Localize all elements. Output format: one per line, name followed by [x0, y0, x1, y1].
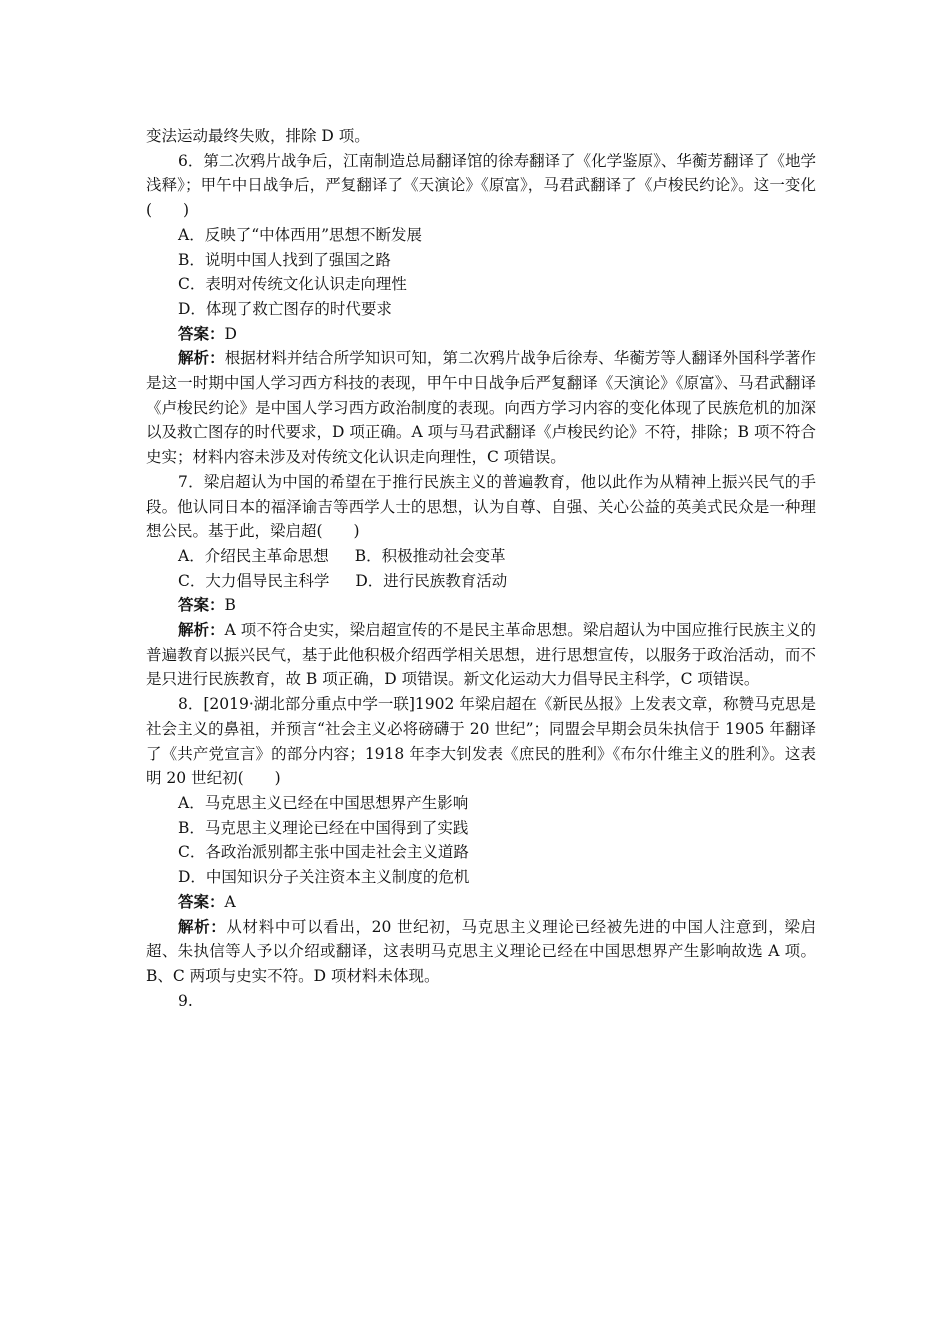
- option-d: D．中国知识分子关注资本主义制度的危机: [178, 868, 470, 887]
- question-stem: 7．梁启超认为中国的希望在于推行民族主义的普遍教育，他以此作为从精神上振兴民气的手段。他认同日本的福泽谕吉等西学人士的思想，认为自尊、自强、关心公益的英美式民众是一种理想公民。基于此，梁启超( ): [146, 472, 816, 541]
- question-8: [146, 692, 816, 988]
- analysis: [146, 915, 816, 989]
- option-a: A．马克思主义已经在中国思想界产生影响: [178, 793, 469, 812]
- lead-text: 变法运动最终失败，排除 D 项。: [146, 127, 370, 145]
- question-6: [146, 149, 816, 470]
- analysis-label: 解析：: [178, 348, 225, 368]
- document-page: [146, 124, 816, 1013]
- answer-value: A: [224, 892, 236, 911]
- option-row-ab: [146, 544, 816, 569]
- question-7: [146, 470, 816, 692]
- answer-line: [146, 890, 816, 915]
- option-a: A．介绍民主革命思想: [178, 546, 329, 565]
- question-9-number: 9.: [178, 991, 193, 1010]
- answer-label: 答案：: [178, 595, 225, 615]
- analysis-text: A 项不符合史实，梁启超宣传的不是民主革命思想。梁启超认为中国应推行民族主义的普遍教育以振兴民气，基于此他积极介绍西学相关思想，进行思想宣传，以服务于政治活动，而不是只进行民族教育，故 B 项正确，D 项错误。新文化运动大力倡导民主科学，C 项错误。: [146, 621, 816, 689]
- question-stem: 8．[2019·湖北部分重点中学一联]1902 年梁启超在《新民丛报》上发表文章，称赞马克思是社会主义的鼻祖，并预言“社会主义必将磅礴于 20 世纪”；同盟会早期会员朱执信于 1905 年翻译了《共产党宣言》的部分内容；1918 年李大钊发表《庶民的胜利》《布尔什维主义的胜利》。这表明 20 世纪初( ): [146, 695, 816, 788]
- answer-line: [146, 322, 816, 347]
- option-b: B．说明中国人找到了强国之路: [178, 250, 391, 269]
- option-c: C．大力倡导民主科学: [178, 571, 330, 590]
- analysis-text: 从材料中可以看出，20 世纪初，马克思主义理论已经被先进的中国人注意到，梁启超、朱执信等人予以介绍或翻译，这表明马克思主义理论已经在中国思想界产生影响故选 A 项。B、C 两项与史实不符。D 项材料未体现。: [146, 917, 816, 985]
- analysis-label: 解析：: [178, 620, 225, 640]
- answer-value: D: [224, 324, 237, 343]
- answer-line: [146, 593, 816, 618]
- option-row-cd: [146, 569, 816, 594]
- analysis-label: 解析：: [178, 916, 227, 936]
- option-d: D．进行民族教育活动: [355, 571, 508, 590]
- answer-label: 答案：: [178, 323, 225, 343]
- option-c: C．表明对传统文化认识走向理性: [178, 275, 407, 294]
- analysis: [146, 346, 816, 470]
- option-d: D．体现了救亡图存的时代要求: [178, 299, 392, 318]
- option-a: A．反映了“中体西用”思想不断发展: [178, 225, 423, 244]
- question-stem: 6．第二次鸦片战争后，江南制造总局翻译馆的徐寿翻译了《化学鉴原》、华蘅芳翻译了《地学浅释》；甲午中日战争后，严复翻译了《天演论》《原富》，马君武翻译了《卢梭民约论》。这一变化( ): [146, 151, 816, 220]
- option-b: B．马克思主义理论已经在中国得到了实践: [178, 818, 469, 837]
- answer-value: B: [224, 596, 236, 615]
- analysis: [146, 618, 816, 692]
- answer-label: 答案：: [178, 891, 225, 911]
- option-c: C．各政治派别都主张中国走社会主义道路: [178, 843, 469, 862]
- option-b: B．积极推动社会变革: [354, 546, 506, 565]
- analysis-text: 根据材料并结合所学知识可知，第二次鸦片战争后徐寿、华蘅芳等人翻译外国科学著作是这一时期中国人学习西方科技的表现，甲午中日战争后严复翻译《天演论》《原富》、马君武翻译《卢梭民约论》是中国人学习西方政治制度的表现。向西方学习内容的变化体现了民族危机的加深以及救亡图存的时代要求，D 项正确。A 项与马君武翻译《卢梭民约论》不符，排除；B 项不符合史实；材料内容未涉及对传统文化认识走向理性，C 项错误。: [146, 349, 816, 467]
